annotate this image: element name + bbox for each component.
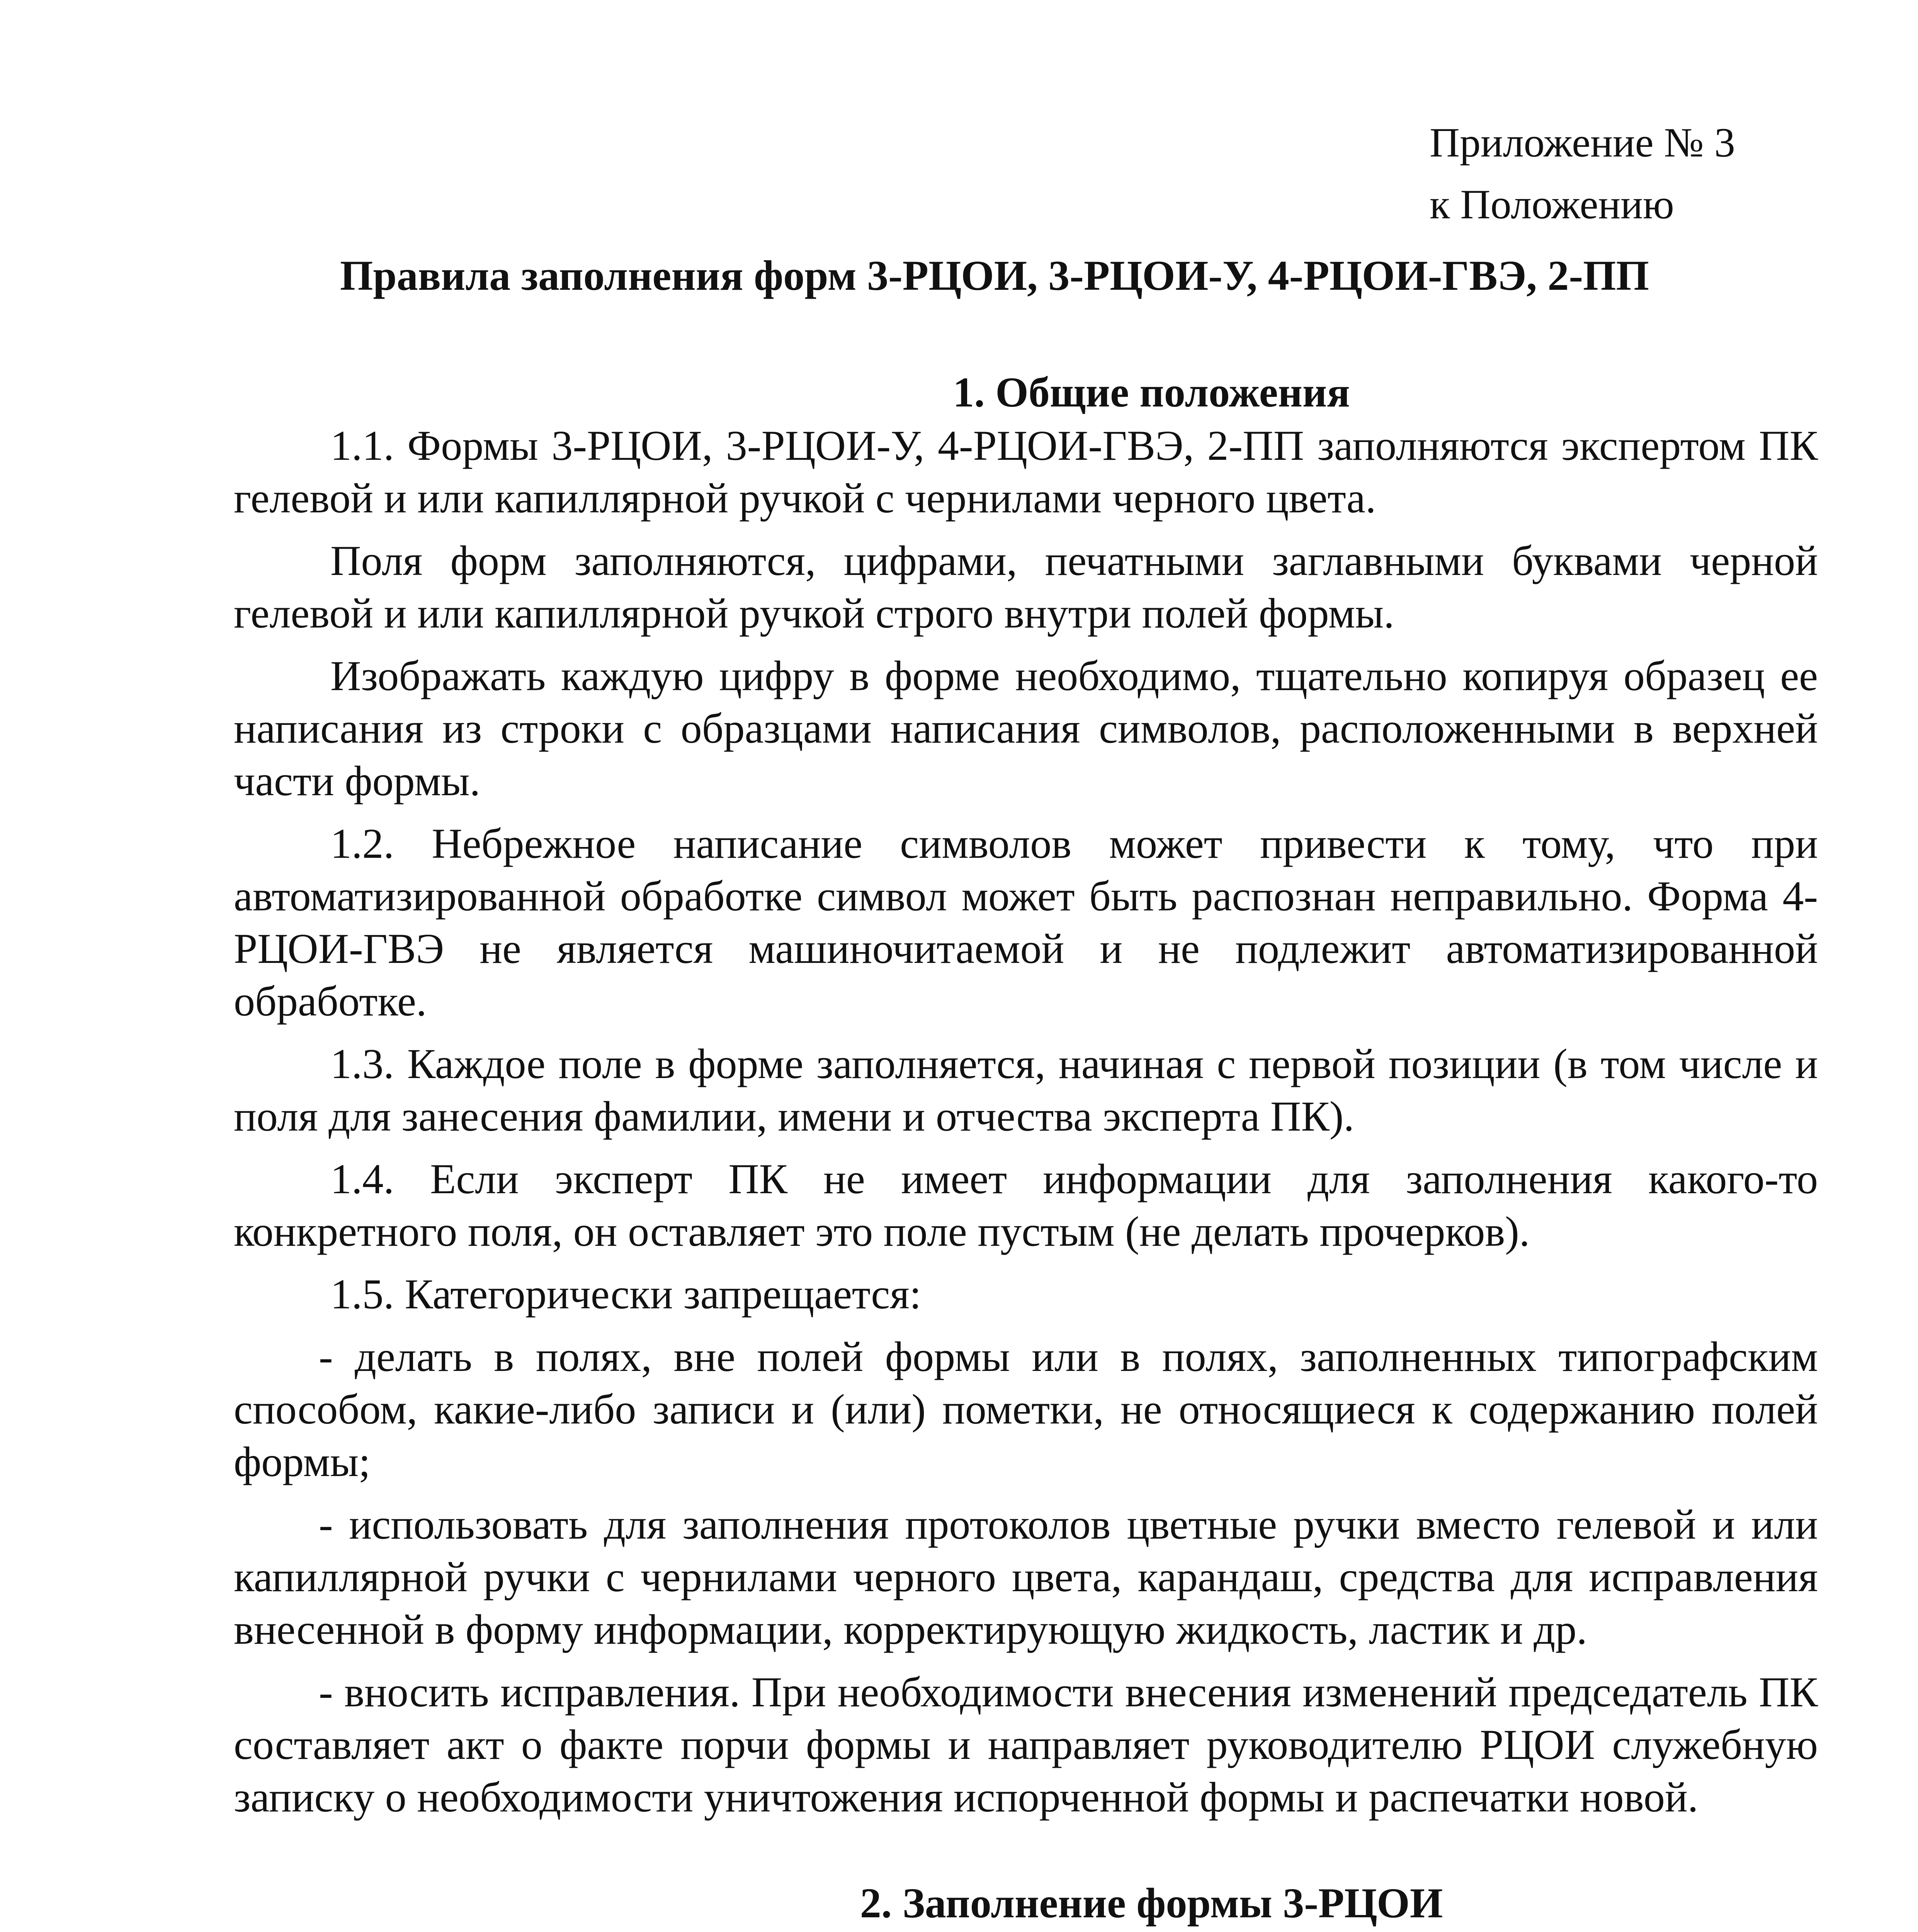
- appendix-label: [1430, 112, 1816, 236]
- prohibition-item-3: - вносить исправления. При необходимости внесения изменений председатель ПК составляет акт о факте порчи формы и направляет руководителю РЦОИ служебную записку о необходимости уничтожения испорченной формы и распечатки новой.: [234, 1668, 1818, 1821]
- appendix-reference: к Положению: [1430, 182, 1674, 228]
- paragraph-1-4: 1.4. Если эксперт ПК не имеет информации для заполнения какого-то конкретного поля, он оставляет это поле пустым (не делать прочерков).: [234, 1155, 1818, 1255]
- section-1-heading: 1. Общие положения: [953, 369, 1350, 416]
- paragraph-digits: Изображать каждую цифру в форме необходимо, тщательно копируя образец ее написания из строки с образцами написания символов, расположенными в верхней части формы.: [234, 652, 1818, 804]
- paragraph-1-1: 1.1. Формы 3-РЦОИ, 3-РЦОИ-У, 4-РЦОИ-ГВЭ, 2-ПП заполняются экспертом ПК гелевой и или капиллярной ручкой с чернилами черного цвета.: [234, 422, 1818, 522]
- section-2-heading: 2. Заполнение формы 3-РЦОИ: [860, 1879, 1443, 1927]
- prohibition-item-1: - делать в полях, вне полей формы или в полях, заполненных типографским способом, какие-либо записи и (или) пометки, не относящиеся к содержанию полей формы;: [234, 1333, 1818, 1485]
- prohibition-item-2: - использовать для заполнения протоколов цветные ручки вместо гелевой и или капиллярной ручки с чернилами черного цвета, карандаш, средства для исправления внесенной в форму информации, корректирующую жидкость, ластик и др.: [234, 1501, 1818, 1653]
- document-body: [234, 365, 1818, 1932]
- paragraph-fields: Поля форм заполняются, цифрами, печатными заглавными буквами черной гелевой и или капиллярной ручкой строго внутри полей формы.: [234, 537, 1818, 637]
- paragraph-1-3: 1.3. Каждое поле в форме заполняется, начиная с первой позиции (в том числе и поля для занесения фамилии, имени и отчества эксперта ПК).: [234, 1040, 1818, 1140]
- appendix-number: Приложение № 3: [1430, 120, 1735, 166]
- paragraph-1-5: 1.5. Категорически запрещается:: [330, 1270, 922, 1318]
- paragraph-1-2: 1.2. Небрежное написание символов может привести к тому, что при автоматизированной обработке символ может быть распознан неправильно. Форма 4-РЦОИ-ГВЭ не является машиночитаемой и не подлежит автоматизированной обработке.: [234, 820, 1818, 1025]
- document-title: Правила заполнения форм 3-РЦОИ, 3-РЦОИ-У, 4-РЦОИ-ГВЭ, 2-ПП: [340, 252, 1649, 299]
